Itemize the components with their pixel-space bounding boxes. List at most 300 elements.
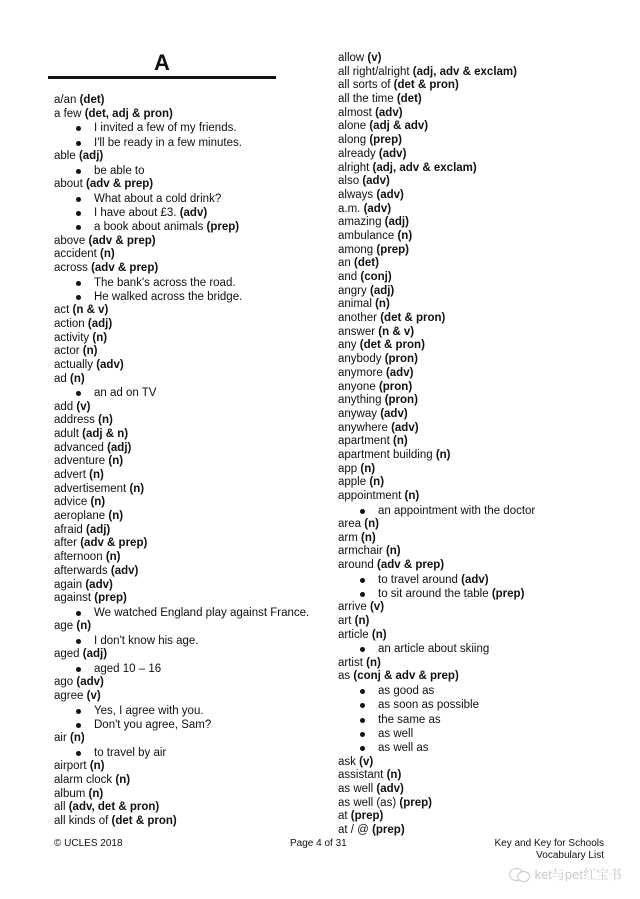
vocabulary-entry: [338, 298, 623, 312]
vocabulary-entry: [338, 216, 623, 230]
entry-word: all: [54, 801, 66, 814]
vocabulary-entry: [338, 435, 623, 449]
vocabulary-entry: [338, 367, 623, 381]
example-text: The bank's across the road.: [94, 276, 236, 289]
vocabulary-entry: [338, 134, 623, 148]
part-of-speech: (v): [369, 601, 385, 614]
part-of-speech: (prep): [94, 592, 127, 605]
example-text: the same as: [378, 713, 441, 726]
footer-title-line2: Vocabulary List: [536, 850, 604, 861]
entry-word: alarm clock: [54, 773, 113, 786]
entry-word: afternoon: [54, 551, 103, 564]
vocabulary-entry: [338, 476, 623, 490]
part-of-speech: (adj, adv & exclam): [372, 161, 477, 174]
part-of-speech: (n): [88, 787, 104, 800]
example-text: as well: [378, 727, 414, 740]
bullet-icon: [76, 197, 81, 202]
entry-word: also: [338, 175, 360, 188]
part-of-speech: (v): [86, 689, 101, 702]
vocabulary-entry: [54, 496, 324, 510]
example-text: I'll be ready in a few minutes.: [94, 136, 242, 149]
example-text: I have about £3.: [94, 206, 177, 219]
part-of-speech: (adj): [82, 648, 108, 661]
part-of-speech: (adv): [362, 175, 390, 188]
vocabulary-entry: [54, 648, 324, 662]
example-item: [54, 662, 324, 676]
section-letter-heading: A: [154, 50, 170, 75]
entry-word: all the time: [338, 93, 394, 106]
part-of-speech: (adj): [78, 149, 104, 162]
entry-word: appointment: [338, 490, 402, 502]
vocabulary-entry: [338, 518, 623, 532]
vocabulary-entry: [338, 615, 623, 629]
entry-word: advertisement: [54, 482, 127, 495]
vocabulary-entry: [338, 148, 623, 162]
example-text: be able to: [94, 164, 145, 177]
example-text: as good as: [378, 685, 435, 698]
entry-word: advice: [54, 496, 88, 509]
vocabulary-entry: [338, 559, 623, 573]
vocabulary-entry: [54, 262, 324, 276]
entry-word: arrive: [338, 601, 367, 614]
entry-word: all sorts of: [338, 79, 391, 92]
part-of-speech: (n): [397, 229, 413, 242]
footer-page-number: Page 4 of 31: [290, 838, 347, 849]
part-of-speech: (adj & n): [82, 427, 129, 440]
vocabulary-entry: [338, 449, 623, 463]
entry-word: artist: [338, 656, 363, 669]
vocabulary-entry: [54, 690, 324, 704]
entry-word: again: [54, 578, 83, 591]
part-of-speech: (adv): [76, 676, 104, 689]
part-of-speech: (n): [108, 455, 124, 468]
entry-word: actually: [54, 358, 93, 371]
vocabulary-entry: [54, 760, 324, 774]
footer-copyright: © UCLES 2018: [54, 838, 123, 849]
entry-word: as well (as): [338, 796, 397, 809]
entry-word: along: [338, 134, 367, 147]
example-text: an article about skiing: [378, 643, 490, 656]
part-of-speech: (adv): [376, 188, 404, 201]
vocabulary-entry: [338, 670, 623, 684]
example-text: to travel by air: [94, 746, 167, 759]
vocabulary-entry: [54, 150, 324, 164]
entry-word: assistant: [338, 769, 384, 782]
example-item: [338, 727, 623, 741]
vocabulary-entry: [338, 93, 623, 107]
part-of-speech: (adv): [96, 358, 124, 371]
vocabulary-entry: [54, 788, 324, 802]
part-of-speech: (det): [396, 93, 422, 106]
part-of-speech: (n): [369, 476, 385, 489]
example-text: Yes, I agree with you.: [94, 704, 204, 717]
entry-word: age: [54, 620, 74, 633]
part-of-speech: (n): [386, 769, 402, 782]
vocabulary-entry: [54, 676, 324, 690]
part-of-speech: (n): [69, 732, 85, 745]
bullet-icon: [76, 141, 81, 146]
left-column: [54, 94, 324, 829]
part-of-speech: (det & pron): [111, 814, 177, 827]
vocabulary-entry: [338, 257, 623, 271]
footer-document-title: [494, 838, 604, 862]
example-text: as soon as possible: [378, 699, 480, 712]
part-of-speech: (adj): [107, 441, 132, 454]
vocabulary-entry: [54, 94, 324, 108]
entry-word: anyone: [338, 380, 376, 393]
part-of-speech: (n & v): [72, 304, 109, 317]
entry-word: as: [338, 670, 351, 683]
example-text: to sit around the table: [378, 588, 489, 601]
part-of-speech: (adv): [376, 782, 404, 795]
vocabulary-entry: [338, 797, 623, 811]
example-item: [338, 684, 623, 698]
entry-word: air: [54, 732, 67, 745]
vocabulary-entry: [54, 455, 324, 469]
wechat-icon: [509, 866, 531, 882]
entry-word: advanced: [54, 441, 104, 454]
watermark-text: ket与pet红宝书: [534, 867, 622, 882]
part-of-speech: (n): [404, 490, 420, 502]
bullet-icon: [360, 578, 365, 583]
part-of-speech: (prep): [376, 243, 409, 256]
example-item: [338, 504, 623, 518]
vocabulary-entry: [54, 178, 324, 192]
part-of-speech: (adv): [375, 106, 403, 119]
entry-word: afraid: [54, 523, 83, 536]
example-item: [338, 642, 623, 656]
example-text: an appointment with the doctor: [378, 504, 536, 517]
entry-word: activity: [54, 331, 90, 344]
part-of-speech: (adj): [87, 317, 113, 330]
entry-word: always: [338, 188, 374, 201]
entry-word: anything: [338, 394, 382, 407]
part-of-speech: (conj): [360, 271, 392, 283]
part-of-speech: (n): [70, 372, 85, 385]
part-of-speech: (n): [366, 656, 381, 669]
example-item: [54, 206, 324, 220]
part-of-speech: (n): [89, 760, 105, 773]
vocabulary-entry: [338, 463, 623, 477]
vocabulary-entry: [54, 414, 324, 428]
entry-word: all kinds of: [54, 814, 109, 827]
example-item: [338, 573, 623, 587]
entry-word: arm: [338, 531, 358, 544]
part-of-speech: (det & pron): [359, 339, 425, 352]
entry-word: alright: [338, 161, 370, 174]
bullet-icon: [76, 169, 81, 174]
example-text: I don't know his age.: [94, 634, 199, 647]
part-of-speech: (adv): [179, 206, 208, 219]
example-item: [54, 746, 324, 760]
part-of-speech: (det & pron): [393, 79, 459, 92]
example-item: [54, 276, 324, 290]
part-of-speech: (adv): [110, 564, 139, 577]
vocabulary-entry: [338, 353, 623, 367]
part-of-speech: (adv, det & pron): [68, 801, 160, 814]
vocabulary-entry: [338, 285, 623, 299]
entry-word: area: [338, 517, 362, 530]
entry-word: answer: [338, 325, 376, 338]
entry-word: a/an: [54, 94, 77, 106]
vocabulary-entry: [54, 469, 324, 483]
vocabulary-entry: [338, 326, 623, 340]
bullet-icon: [76, 281, 81, 286]
footer-title-line1: Key and Key for Schools: [494, 838, 604, 849]
vocabulary-entry: [54, 537, 324, 551]
vocabulary-entry: [54, 373, 324, 387]
part-of-speech: (n): [105, 551, 121, 564]
entry-word: at / @: [338, 823, 369, 836]
example-text: He walked across the bridge.: [94, 290, 243, 303]
entry-word: apple: [338, 476, 367, 489]
bullet-icon: [76, 611, 81, 616]
vocabulary-entry: [338, 408, 623, 422]
entry-word: aged: [54, 648, 80, 661]
entry-word: add: [54, 400, 74, 413]
vocabulary-entry: [338, 203, 623, 217]
vocabulary-entry: [338, 175, 623, 189]
entry-word: adult: [54, 427, 79, 440]
part-of-speech: (pron): [384, 394, 418, 407]
entry-word: any: [338, 339, 357, 352]
vocabulary-entry: [338, 783, 623, 797]
part-of-speech: (prep): [206, 221, 240, 234]
example-text: to travel around: [378, 573, 458, 586]
bullet-icon: [360, 732, 365, 737]
example-item: [54, 192, 324, 206]
vocabulary-entry: [54, 524, 324, 538]
entry-word: ask: [338, 755, 356, 768]
part-of-speech: (det & pron): [380, 312, 446, 325]
vocabulary-entry: [338, 657, 623, 671]
entry-word: amazing: [338, 216, 382, 229]
vocabulary-entry: [338, 107, 623, 121]
example-item: [54, 704, 324, 718]
part-of-speech: (adj): [384, 216, 409, 229]
part-of-speech: (n): [82, 345, 98, 358]
vocabulary-entry: [54, 442, 324, 456]
example-text: What about a cold drink?: [94, 192, 222, 205]
vocabulary-entry: [338, 312, 623, 326]
part-of-speech: (n): [129, 482, 145, 495]
vocabulary-entry: [338, 189, 623, 203]
part-of-speech: (adv): [85, 578, 113, 591]
part-of-speech: (adv): [461, 573, 489, 586]
vocabulary-entry: [54, 565, 324, 579]
vocabulary-entry: [54, 579, 324, 593]
entry-word: all right/alright: [338, 65, 410, 78]
vocabulary-entry: [338, 824, 623, 838]
vocabulary-entry: [54, 815, 324, 829]
vocabulary-entry: [338, 545, 623, 559]
vocabulary-entry: [54, 345, 324, 359]
vocabulary-entry: [54, 318, 324, 332]
part-of-speech: (n & v): [378, 325, 415, 338]
entry-word: a few: [54, 107, 82, 120]
part-of-speech: (adv & prep): [377, 559, 445, 572]
vocabulary-entry: [54, 620, 324, 634]
example-item: [54, 718, 324, 732]
vocabulary-entry: [54, 359, 324, 373]
part-of-speech: (adj & adv): [369, 120, 429, 133]
entry-word: around: [338, 559, 374, 572]
part-of-speech: (n): [375, 298, 390, 311]
part-of-speech: (n): [89, 469, 104, 482]
entry-word: about: [54, 177, 83, 190]
vocabulary-entry: [54, 774, 324, 788]
bullet-icon: [76, 751, 81, 756]
part-of-speech: (n): [435, 448, 451, 461]
example-item: [338, 698, 623, 712]
vocabulary-entry: [54, 332, 324, 346]
example-item: [54, 606, 324, 620]
entry-word: apartment: [338, 435, 390, 448]
entry-word: and: [338, 271, 358, 283]
part-of-speech: (pron): [378, 380, 413, 393]
vocabulary-entry: [338, 532, 623, 546]
entry-word: anymore: [338, 366, 383, 379]
part-of-speech: (prep): [350, 810, 384, 823]
part-of-speech: (n): [115, 773, 131, 786]
vocabulary-entry: [54, 801, 324, 815]
entry-word: allow: [338, 52, 365, 64]
entry-word: art: [338, 615, 352, 628]
example-text: an ad on TV: [94, 387, 157, 400]
entry-word: above: [54, 234, 86, 247]
part-of-speech: (n): [392, 435, 408, 448]
vocabulary-entry: [54, 108, 324, 122]
part-of-speech: (det): [79, 94, 105, 106]
vocabulary-entry: [338, 230, 623, 244]
entry-word: ad: [54, 372, 67, 385]
vocabulary-entry: [338, 810, 623, 824]
example-text: I invited a few of my friends.: [94, 122, 237, 135]
vocabulary-entry: [54, 483, 324, 497]
part-of-speech: (pron): [384, 353, 418, 366]
part-of-speech: (n): [98, 414, 113, 427]
part-of-speech: (adv): [378, 147, 407, 160]
vocabulary-entry: [54, 304, 324, 318]
bullet-icon: [360, 718, 365, 723]
vocabulary-entry: [338, 66, 623, 80]
vocabulary-entry: [54, 551, 324, 565]
example-item: [54, 164, 324, 178]
part-of-speech: (adv & prep): [85, 177, 154, 190]
vocabulary-entry: [338, 162, 623, 176]
entry-word: alone: [338, 120, 367, 133]
part-of-speech: (prep): [372, 823, 405, 836]
example-item: [54, 290, 324, 304]
entry-word: afterwards: [54, 564, 108, 577]
vocabulary-entry: [338, 339, 623, 353]
vocabulary-entry: [54, 592, 324, 606]
part-of-speech: (adv): [363, 202, 392, 215]
entry-word: already: [338, 147, 376, 160]
entry-word: anyway: [338, 407, 377, 420]
part-of-speech: (v): [359, 755, 374, 768]
entry-word: an: [338, 257, 351, 270]
part-of-speech: (n): [361, 531, 376, 544]
watermark: [509, 864, 622, 883]
part-of-speech: (adv & prep): [80, 537, 148, 550]
part-of-speech: (adv): [380, 407, 408, 420]
entry-word: ambulance: [338, 229, 395, 242]
part-of-speech: (conj & adv & prep): [353, 670, 459, 683]
example-text: a book about animals: [94, 221, 204, 234]
part-of-speech: (adj): [85, 523, 111, 536]
entry-word: able: [54, 149, 76, 162]
vocabulary-entry: [338, 422, 623, 436]
part-of-speech: (prep): [491, 588, 525, 601]
entry-word: agree: [54, 689, 84, 702]
bullet-icon: [76, 723, 81, 728]
example-item: [54, 386, 324, 400]
entry-word: advert: [54, 469, 86, 482]
example-item: [54, 220, 324, 234]
example-item: [338, 741, 623, 755]
part-of-speech: (adv & prep): [88, 234, 156, 247]
example-text: as well as: [378, 742, 429, 755]
part-of-speech: (n): [354, 615, 370, 628]
right-column: [338, 52, 623, 838]
part-of-speech: (det, adj & pron): [84, 107, 173, 120]
entry-word: after: [54, 537, 78, 550]
bullet-icon: [76, 211, 81, 216]
vocabulary-entry: [54, 510, 324, 524]
part-of-speech: (n): [385, 545, 401, 558]
entry-word: album: [54, 787, 86, 800]
example-item: [54, 634, 324, 648]
example-item: [54, 121, 324, 135]
entry-word: a.m.: [338, 202, 361, 215]
part-of-speech: (prep): [399, 796, 432, 809]
vocabulary-entry: [54, 235, 324, 249]
part-of-speech: (adv): [385, 366, 414, 379]
entry-word: anybody: [338, 353, 382, 366]
heading-underline: [48, 76, 276, 79]
entry-word: among: [338, 243, 374, 256]
example-item: [54, 136, 324, 150]
entry-word: address: [54, 414, 95, 427]
vocabulary-entry: [338, 601, 623, 615]
part-of-speech: (adj): [369, 284, 395, 297]
vocabulary-entry: [338, 394, 623, 408]
entry-word: across: [54, 261, 88, 274]
vocabulary-entry: [338, 79, 623, 93]
part-of-speech: (v): [367, 52, 382, 64]
part-of-speech: (adv & prep): [91, 261, 159, 274]
vocabulary-entry: [54, 248, 324, 262]
entry-word: against: [54, 592, 92, 605]
vocabulary-entry: [338, 756, 623, 770]
part-of-speech: (v): [76, 400, 91, 413]
bullet-icon: [76, 295, 81, 300]
part-of-speech: (n): [364, 517, 379, 530]
entry-word: article: [338, 628, 369, 641]
vocabulary-entry: [338, 244, 623, 258]
example-text: We watched England play against France.: [94, 606, 310, 619]
entry-word: aeroplane: [54, 510, 106, 523]
vocabulary-entry: [338, 490, 623, 504]
entry-word: action: [54, 317, 85, 330]
example-text: Don't you agree, Sam?: [94, 718, 212, 731]
entry-word: as well: [338, 782, 374, 795]
entry-word: adventure: [54, 455, 106, 468]
entry-word: apartment building: [338, 448, 433, 461]
part-of-speech: (n): [360, 462, 376, 475]
entry-word: accident: [54, 248, 97, 261]
